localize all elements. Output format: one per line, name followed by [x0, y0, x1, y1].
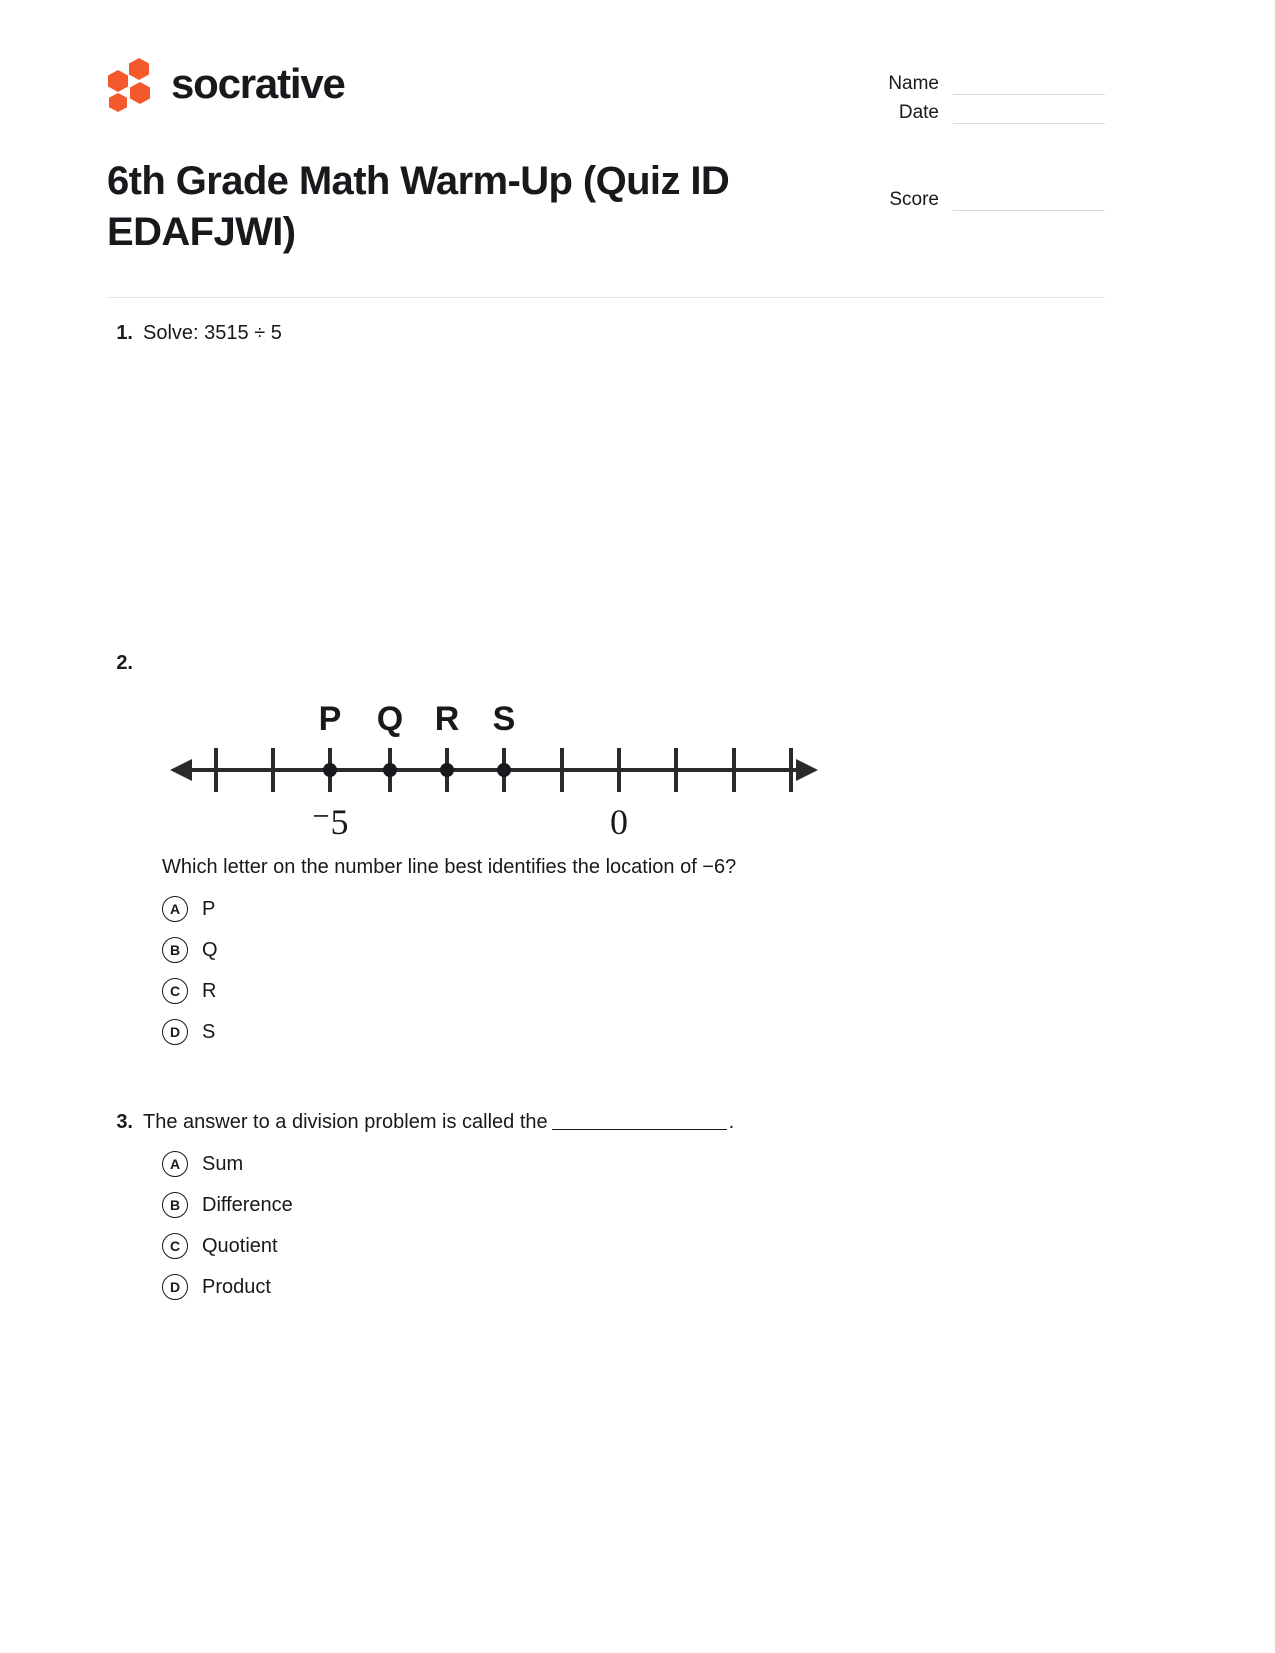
- question-3-choice-d[interactable]: [162, 1274, 1105, 1300]
- choice-label-c: R: [202, 980, 217, 1002]
- date-field-row: [865, 103, 1105, 124]
- question-3-text-after-blank: .: [728, 1111, 735, 1133]
- name-field-row: [865, 74, 1105, 95]
- question-1-head: [107, 318, 1105, 348]
- hexagon-cluster-icon: [107, 58, 155, 110]
- name-field-label: Name: [888, 73, 939, 95]
- choice-bubble-a[interactable]: A: [162, 1151, 188, 1177]
- question-2-prompt: Which letter on the number line best identifies the location of −6?: [162, 856, 737, 878]
- brand-logo: [107, 58, 345, 110]
- date-field-label: Date: [898, 102, 939, 124]
- question-3-choices: [107, 1151, 1105, 1300]
- number-line-figure: [162, 688, 862, 848]
- score-field-label: Score: [889, 189, 939, 211]
- choice-label-a: Sum: [202, 1153, 244, 1175]
- numberline-point-R: [440, 763, 454, 777]
- question-2: [107, 648, 1105, 1045]
- questions-list: [107, 318, 1105, 1315]
- choice-bubble-a[interactable]: A: [162, 896, 188, 922]
- question-3-head: [107, 1107, 1105, 1137]
- question-1-number: 1.: [116, 322, 133, 344]
- question-3-choice-c[interactable]: [162, 1233, 1105, 1259]
- numberline-label-P: P: [318, 700, 342, 738]
- score-field-row: [865, 190, 1105, 211]
- question-1-text: Solve: 3515 ÷ 5: [143, 322, 282, 344]
- choice-bubble-d[interactable]: D: [162, 1274, 188, 1300]
- numberline-axis-label-zero: 0: [610, 802, 628, 842]
- brand-name: socrative: [171, 60, 345, 107]
- numberline-axis-label-negative-five: ⁻5: [311, 802, 349, 842]
- header-divider: [107, 297, 1105, 298]
- question-3-text: [143, 1107, 734, 1137]
- choice-bubble-d[interactable]: D: [162, 1019, 188, 1045]
- numberline-label-Q: Q: [376, 700, 404, 738]
- choice-bubble-b[interactable]: B: [162, 1192, 188, 1218]
- numberline-label-S: S: [492, 700, 516, 738]
- choice-bubble-b[interactable]: B: [162, 937, 188, 963]
- question-2-choice-b[interactable]: [162, 937, 1105, 963]
- date-field-line[interactable]: [953, 103, 1105, 124]
- question-3: [107, 1107, 1105, 1300]
- numberline-point-P: [323, 763, 337, 777]
- choice-label-b: Difference: [202, 1194, 293, 1216]
- question-3-choice-a[interactable]: [162, 1151, 1105, 1177]
- choice-label-a: P: [202, 898, 216, 920]
- name-field-line[interactable]: [953, 74, 1105, 95]
- question-3-text-before-blank: The answer to a division problem is called the: [143, 1111, 548, 1133]
- fill-in-blank[interactable]: [552, 1115, 727, 1130]
- choice-label-d: S: [202, 1021, 216, 1043]
- page-header: [107, 58, 1105, 258]
- numberline-point-S: [497, 763, 511, 777]
- score-field-line[interactable]: [953, 190, 1105, 211]
- question-2-choice-a[interactable]: [162, 896, 1105, 922]
- choice-label-c: Quotient: [202, 1235, 278, 1257]
- question-2-number: 2.: [116, 652, 133, 674]
- numberline-label-R: R: [434, 700, 460, 738]
- choice-label-b: Q: [202, 939, 218, 961]
- student-info-fields: [865, 74, 1105, 219]
- question-2-choices: [107, 896, 1105, 1045]
- question-1-answer-space[interactable]: [107, 348, 1105, 608]
- choice-bubble-c[interactable]: C: [162, 1233, 188, 1259]
- page-title: 6th Grade Math Warm-Up (Quiz ID EDAFJWI): [107, 159, 730, 255]
- question-3-number: 3.: [116, 1111, 133, 1133]
- question-2-choice-c[interactable]: [162, 978, 1105, 1004]
- question-1: [107, 318, 1105, 648]
- choice-label-d: Product: [202, 1276, 271, 1298]
- question-3-choice-b[interactable]: [162, 1192, 1105, 1218]
- question-2-head: [107, 648, 1105, 678]
- numberline-point-Q: [383, 763, 397, 777]
- choice-bubble-c[interactable]: C: [162, 978, 188, 1004]
- question-2-choice-d[interactable]: [162, 1019, 1105, 1045]
